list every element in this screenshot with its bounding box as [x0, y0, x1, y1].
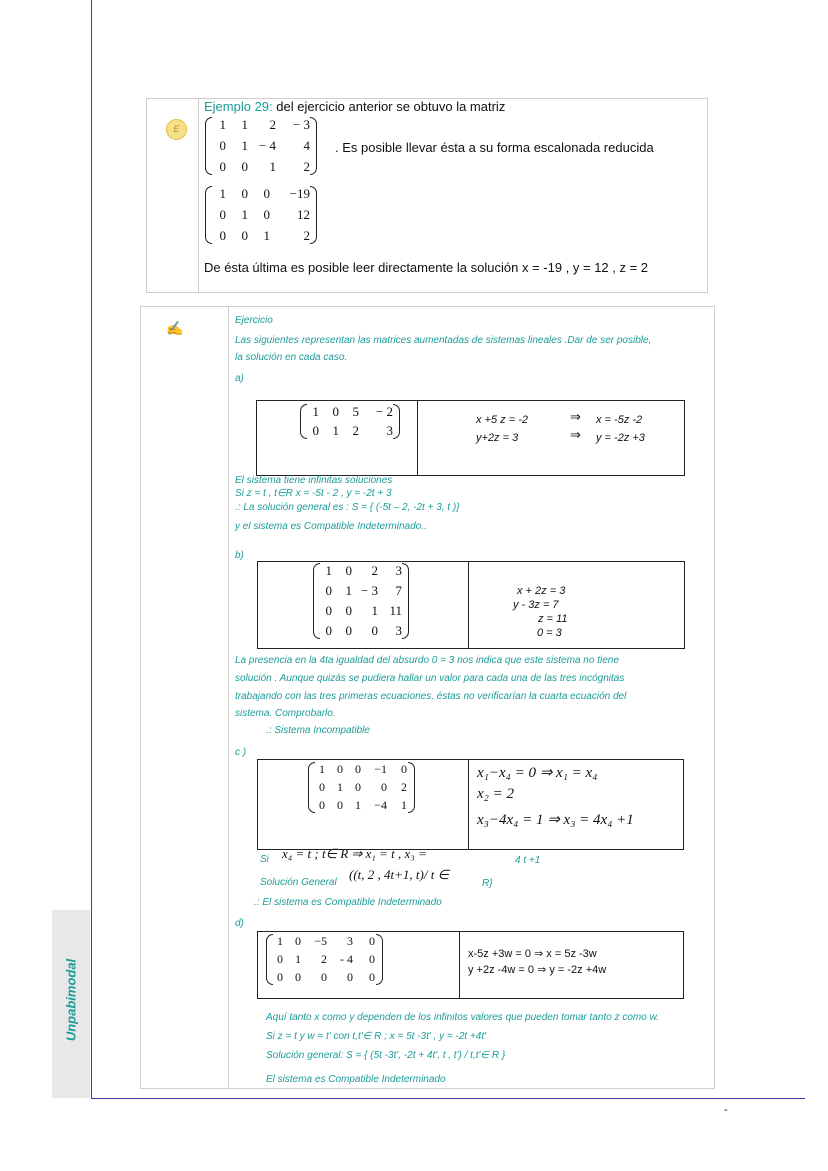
matrix-example-1 — [205, 117, 317, 175]
example-conclusion: De ésta última es posible leer directamente la solución x = -19 , y = 12 , z = 2 — [204, 260, 649, 275]
matrix-cell: −1 — [374, 762, 387, 776]
part-c-sol-label: Solución General — [260, 877, 337, 888]
matrix-cell: 0 — [347, 970, 353, 984]
matrix-cell: 0 — [325, 583, 332, 598]
matrix-cell: 12 — [297, 207, 310, 222]
part-b-text: trabajando con las tres primeras ecuaciones, éstas no verificarían la cuarta ecuación del — [235, 691, 627, 702]
part-d-label: d) — [235, 918, 244, 929]
matrix-cell: 3 — [395, 623, 402, 638]
matrix-cell: 1 — [355, 798, 361, 812]
matrix-cell: − 3 — [292, 117, 310, 132]
left-margin-line — [91, 0, 92, 1098]
matrix-cell: 2 — [269, 117, 276, 132]
matrix-cell: 2 — [303, 159, 310, 174]
matrix-cell: 1 — [332, 423, 339, 438]
part-a-text: y el sistema es Compatible Indeterminado.. — [235, 521, 427, 532]
eq-a-1: x +5 z = -2 — [476, 414, 528, 426]
matrix-cell: 1 — [219, 186, 226, 201]
matrix-cell: −19 — [289, 186, 310, 201]
matrix-cell: 3 — [395, 563, 402, 578]
matrix-cell: − 2 — [375, 404, 393, 419]
matrix-cell: 1 — [219, 117, 226, 132]
matrix-cell: 0 — [369, 934, 375, 948]
matrix-cell: 1 — [241, 117, 248, 132]
implies-icon: ⇒ — [570, 409, 581, 424]
part-a-text: Si z = t , t∈R x = -5t - 2 , y = -2t + 3 — [235, 488, 392, 499]
matrix-cell: 3 — [386, 423, 393, 438]
part-c-si: Si — [260, 854, 269, 865]
eq-b: z = 11 — [538, 613, 568, 625]
matrix-b — [313, 563, 409, 639]
eq-d-1: x-5z +3w = 0 ⇒ x = 5z -3w — [468, 948, 597, 960]
part-c-label: c ) — [235, 747, 247, 758]
eq-b: 0 = 3 — [537, 627, 562, 639]
matrix-cell: − 3 — [360, 583, 378, 598]
matrix-cell: 1 — [241, 138, 248, 153]
eq-a-2: y+2z = 3 — [476, 432, 519, 444]
example-heading — [204, 99, 505, 114]
res-a-2: y = -2z +3 — [596, 432, 645, 444]
eq-c-3: x₃−4x₄ = 1 ⇒ x₃ = 4x₄ +1 — [477, 812, 634, 828]
matrix-cell: 1 — [325, 563, 332, 578]
matrix-cell: 1 — [263, 228, 270, 243]
example-text: . Es posible llevar ésta a su forma escalonada reducida — [335, 140, 654, 155]
matrix-cell: - 4 — [340, 952, 353, 966]
matrix-cell: 1 — [319, 762, 325, 776]
matrix-cell: 4 — [303, 138, 310, 153]
sidebar-brand: Unpabimodal — [63, 958, 79, 1042]
matrix-cell: 1 — [345, 583, 352, 598]
matrix-cell: 2 — [371, 563, 378, 578]
matrix-cell: 0 — [325, 603, 332, 618]
part-d-text: Si z = t y w = t' con t,t'∈ R ; x = 5t -3t' , y = -2t +4t' — [266, 1031, 487, 1042]
part-b-conclusion: .: Sistema Incompatible — [266, 725, 370, 736]
matrix-cell: 1 — [269, 159, 276, 174]
matrix-cell: −4 — [374, 798, 387, 812]
example-icon: E — [166, 119, 187, 140]
exercise-para-line: Las siguientes representan las matrices aumentadas de sistemas lineales .Dar de ser posible, — [235, 335, 652, 346]
part-b-text: sistema. Comprobarlo. — [235, 708, 336, 719]
implies-icon: ⇒ — [570, 427, 581, 442]
matrix-cell: 0 — [371, 623, 378, 638]
part-a-text: .: La solución general es : S = { (-5t – 2, -2t + 3, t )} — [235, 502, 460, 513]
matrix-cell: 0 — [337, 798, 343, 812]
res-a-1: x = -5z -2 — [596, 414, 643, 426]
part-a-label: a) — [235, 373, 244, 384]
part-b-text: La presencia en la 4ta igualdad del absurdo 0 = 3 nos indica que este sistema no tiene — [235, 655, 619, 666]
matrix-cell: 2 — [303, 228, 310, 243]
matrix-cell: 0 — [332, 404, 339, 419]
part-c-si-tail: 4 t +1 — [515, 855, 541, 866]
matrix-cell: 0 — [401, 762, 407, 776]
matrix-cell: 0 — [319, 780, 325, 794]
matrix-a — [300, 404, 400, 439]
matrix-cell: 0 — [219, 159, 226, 174]
matrix-cell: 0 — [355, 780, 361, 794]
part-c-sol-tail: R} — [482, 878, 493, 889]
matrix-cell: 0 — [241, 228, 248, 243]
part-c-sol-expr: ((t, 2 , 4t+1, t)/ t ∈ — [349, 867, 449, 882]
matrix-cell: 0 — [241, 159, 248, 174]
exercise-para-line: la solución en cada caso. — [235, 352, 348, 363]
matrix-cell: 0 — [277, 970, 283, 984]
matrix-cell: 0 — [381, 780, 387, 794]
matrix-cell: 3 — [347, 934, 353, 948]
matrix-cell: 0 — [337, 762, 343, 776]
matrix-cell: 0 — [369, 952, 375, 966]
matrix-cell: 0 — [263, 207, 270, 222]
matrix-cell: 0 — [219, 228, 226, 243]
matrix-cell: 0 — [312, 423, 319, 438]
matrix-cell: 0 — [241, 186, 248, 201]
matrix-cell: 1 — [241, 207, 248, 222]
matrix-d — [266, 934, 383, 985]
part-b-label: b) — [235, 550, 244, 561]
matrix-example-2 — [205, 186, 317, 244]
matrix-cell: −5 — [314, 934, 327, 948]
part-d-text: El sistema es Compatible Indeterminado — [266, 1074, 446, 1085]
matrix-cell: 2 — [401, 780, 407, 794]
matrix-cell: 0 — [325, 623, 332, 638]
part-d-text: Aquí tanto x como y dependen de los infinitos valores que pueden tomar tanto z como w. — [266, 1012, 660, 1023]
matrix-cell: 1 — [312, 404, 319, 419]
matrix-cell: 5 — [352, 404, 359, 419]
matrix-cell: − 4 — [258, 138, 276, 153]
footer-mark: - — [724, 1104, 728, 1116]
matrix-cell: 0 — [345, 563, 352, 578]
matrix-cell: 2 — [321, 952, 327, 966]
matrix-cell: 0 — [369, 970, 375, 984]
part-a-text: El sistema tiene infinitas soluciones — [235, 475, 393, 486]
matrix-cell: 0 — [219, 207, 226, 222]
exercise-title: Ejercicio — [235, 315, 273, 326]
bottom-margin-line — [91, 1098, 805, 1099]
eq-d-2: y +2z -4w = 0 ⇒ y = -2z +4w — [468, 964, 607, 976]
eq-b: x + 2z = 3 — [517, 585, 566, 597]
part-b-text: solución . Aunque quizás se pudiera hallar un valor para cada una de las tres incógnitas — [235, 673, 625, 684]
matrix-cell: 1 — [277, 934, 283, 948]
part-d-text: Solución general: S = { (5t -3t', -2t + 4t', t , t') / t,t'∈ R } — [266, 1050, 506, 1061]
matrix-cell: 2 — [352, 423, 359, 438]
matrix-cell: 0 — [355, 762, 361, 776]
matrix-cell: 0 — [345, 623, 352, 638]
eq-c-1: x₁−x₄ = 0 ⇒ x₁ = x₄ — [477, 765, 598, 781]
matrix-cell: 11 — [389, 603, 402, 618]
matrix-cell: 1 — [371, 603, 378, 618]
matrix-cell: 0 — [263, 186, 270, 201]
matrix-cell: 0 — [295, 970, 301, 984]
matrix-cell: 0 — [295, 934, 301, 948]
matrix-cell: 0 — [219, 138, 226, 153]
matrix-cell: 1 — [295, 952, 301, 966]
matrix-cell: 0 — [319, 798, 325, 812]
part-c-si-expr: x₄ = t ; t∈ R ⇒ x₁ = t , x₃ = — [282, 846, 427, 861]
matrix-cell: 0 — [277, 952, 283, 966]
example-intro: del ejercicio anterior se obtuvo la matriz — [272, 99, 506, 114]
part-c-conclusion: .: El sistema es Compatible Indeterminado — [254, 897, 442, 908]
matrix-cell: 1 — [337, 780, 343, 794]
example-title: Ejemplo 29: — [204, 99, 273, 114]
matrix-cell: 1 — [401, 798, 407, 812]
matrix-cell: 0 — [321, 970, 327, 984]
eq-b: y - 3z = 7 — [513, 599, 559, 611]
matrix-c — [308, 762, 415, 813]
eq-c-2: x₂ = 2 — [477, 786, 514, 802]
matrix-cell: 7 — [395, 583, 402, 598]
matrix-cell: 0 — [345, 603, 352, 618]
exercise-pencil-icon: ✍ — [166, 320, 184, 336]
